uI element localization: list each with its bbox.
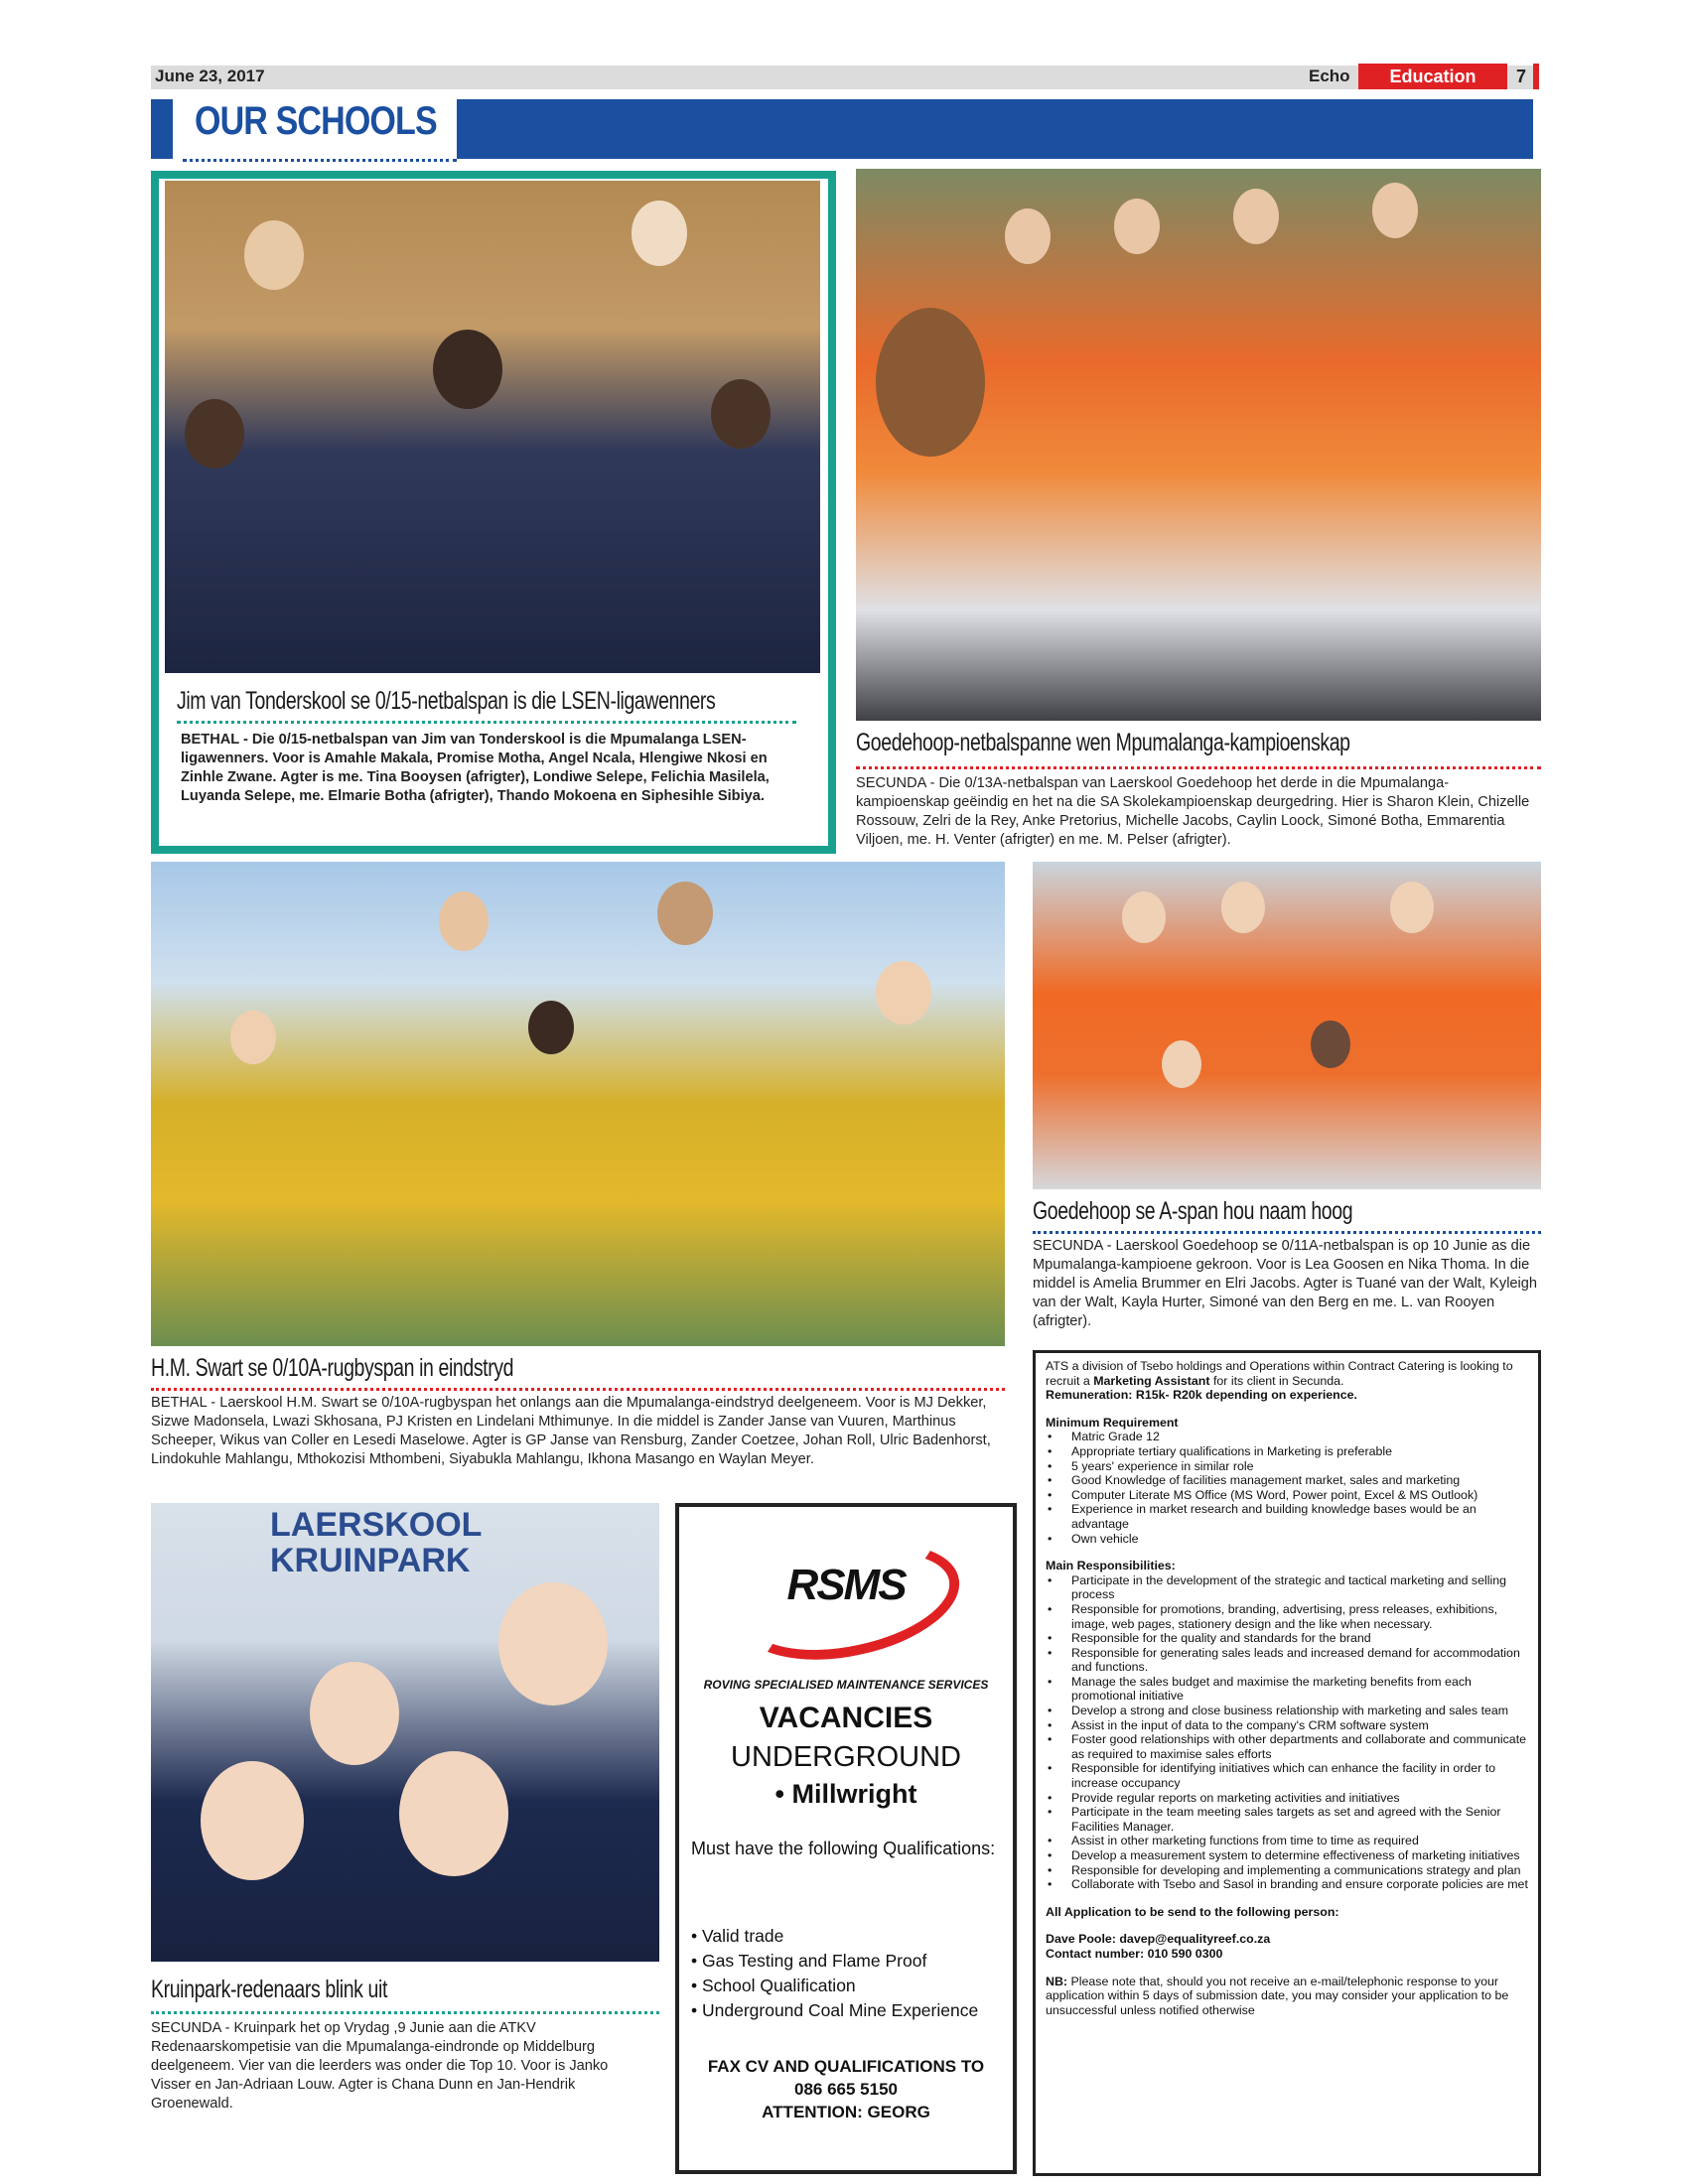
list-item: • Assist in other marketing functions from time to time as required — [1046, 1834, 1528, 1848]
rsms-logo: RSMS — [786, 1561, 906, 1609]
ats-nb: NB: Please note that, should you not receive an e-mail/telephonic response to your application within 5 days of submission date, you may consider your application to be unsuccessful unless notified otherwise — [1046, 1974, 1509, 2017]
headline-goedehoop-netball: Goedehoop-netbalspanne wen Mpumalanga-kampioenskap — [856, 729, 1350, 756]
rsms-vacancies-ad — [675, 1503, 1017, 2174]
list-item: • Manage the sales budget and maximise the marketing benefits from each promotional initiative — [1046, 1675, 1528, 1704]
headline-underline — [856, 766, 1541, 769]
section-band — [457, 99, 1533, 159]
photo-netball-team-lsen — [165, 181, 820, 673]
list-item: • Valid trade — [691, 1926, 784, 1946]
list-item: • Matric Grade 12 — [1046, 1430, 1528, 1444]
section-tab — [151, 99, 173, 159]
ats-contact-number: Contact number: 010 590 0300 — [1046, 1946, 1223, 1961]
ats-min-req-title: Minimum Requirement — [1046, 1415, 1179, 1430]
caption-kruinpark: SECUNDA - Kruinpark het op Vrydag ,9 Junie aan die ATKV Redenaarskompetisie van die Mpumalanga-eindronde op Middelburg deelgeneem. Vier van die leerders was onder die Top 10. Voor is Janko Visser en Jan-Adriaan Louw. Agter is Chana Dunn en Jan-Hendrik Groenewald. — [151, 2020, 609, 2112]
caption-goedehoop-netball: SECUNDA - Die 0/13A-netbalspan van Laerskool Goedehoop het derde in die Mpumalanga-kampioenskap geëindig en het na die SA Skolekampioenskap deurgedring. Hier is Sharon Klein, Chizelle Rossouw, Zelri de la Rey, Anke Pretorius, Michelle Jacobs, Caylin Loock, Simoné Botha, Emmarentia Viljoen, me. H. Venter (afrigter) en me. M. Pelser (afrigter). — [856, 775, 1530, 848]
headline-underline — [151, 2011, 659, 2014]
list-item: • Collaborate with Tsebo and Sasol in branding and ensure corporate policies are met — [1046, 1877, 1528, 1892]
photo-goedehoop-a-team — [1033, 862, 1541, 1189]
publication-name: Echo — [1309, 67, 1350, 85]
list-item: • Underground Coal Mine Experience — [691, 2000, 979, 2020]
list-item: • Foster good relationships with other departments and collaborate and communicate as required to maximise sales efforts — [1046, 1732, 1528, 1761]
section-title-underline — [183, 159, 457, 162]
list-item: • Responsible for generating sales leads and increased demand for accommodation and functions. — [1046, 1646, 1528, 1675]
list-item: • Appropriate tertiary qualifications in Marketing is preferable — [1046, 1444, 1528, 1459]
ats-resp-list — [1046, 1573, 1528, 1892]
list-item: • Gas Testing and Flame Proof — [691, 1951, 927, 1971]
headline-underline — [151, 1388, 1005, 1391]
photo-hm-swart-rugby-team — [151, 862, 1005, 1346]
ats-contact-name: Dave Poole: davep@equalityreef.co.za — [1046, 1932, 1271, 1947]
list-item: • 5 years' experience in similar role — [1046, 1459, 1528, 1474]
list-item: • Provide regular reports on marketing activities and initiatives — [1046, 1791, 1528, 1806]
headline-underline — [1033, 1231, 1541, 1234]
headline-underline — [177, 721, 796, 724]
photo-kruinpark-speakers — [151, 1503, 659, 1962]
list-item: • Own vehicle — [1046, 1532, 1528, 1547]
list-item: • Participate in the team meeting sales targets as set and agreed with the Senior Facilities Manager. — [1046, 1805, 1528, 1834]
caption-netball-lsen: BETHAL - Die 0/15-netbalspan van Jim van Tonderskool is die Mpumalanga LSEN-ligawenners. Voor is Amahle Makala, Promise Motha, Angel Ncala, Hlengiwe Nkosi en Zinhle Zwane. Agter is me. Tina Booysen (afrigter), Londiwe Selepe, Felichia Masilela, Luyanda Selepe, me. Elmarie Botha (afrigter), Thando Mokoena en Siphesihle Sibiya. — [181, 732, 770, 804]
rsms-position: • Millwright — [774, 1779, 917, 1809]
caption-goedehoop-a-team: SECUNDA - Laerskool Goedehoop se 0/11A-netbalspan is op 10 Junie as die Mpumalanga-kampioene gekroon. Voor is Lea Goosen en Nika Thoma. In die middel is Amelia Brummer en Elri Jacobs. Agter is Tuané van der Walt, Kyleigh van der Walt, Kayla Hurter, Simoné van den Berg en me. L. van Rooyen (afrigter). — [1033, 1238, 1538, 1329]
list-item: • Responsible for developing and implementing a communications strategy and plan — [1046, 1863, 1528, 1878]
ats-marketing-assistant-ad — [1033, 1350, 1541, 2176]
headline-hm-swart-rugby: H.M. Swart se 0/10A-rugbyspan in eindstryd — [151, 1354, 514, 1382]
ats-intro: ATS a division of Tsebo holdings and Operations within Contract Catering is looking to recruit a Marketing Assistant for its client in Secunda. — [1046, 1359, 1513, 1388]
list-item: • Develop a strong and close business relationship with marketing and sales team — [1046, 1704, 1528, 1718]
photo-banner-text: LAERSKOOL KRUINPARK — [270, 1506, 483, 1579]
rsms-underground: UNDERGROUND — [731, 1741, 961, 1773]
page-number: 7 — [1515, 67, 1526, 86]
ats-apply: All Application to be send to the following person: — [1046, 1904, 1339, 1919]
section-title: OUR SCHOOLS — [195, 99, 437, 143]
list-item: • Responsible for identifying initiatives which can enhance the facility in order to increase occupancy — [1046, 1761, 1528, 1790]
caption-hm-swart-rugby: BETHAL - Laerskool H.M. Swart se 0/10A-rugbyspan het onlangs aan die Mpumalanga-eindstryd deelgeneem. Voor is MJ Dekker, Sizwe Madonsela, Lwazi Skhosana, PJ Kristen en Lindelani Mthimunye. In die middel is Zander Janse van Vuuren, Marthinus Scheeper, Wikus van Coller en Lesedi Maselowe. Agter is GP Janse van Rensburg, Zander Coetzee, Johan Roll, Ulric Badenhorst, Lindokuhle Mahlangu, Mthokozisi Mthombeni, Siyabukla Mahlangu, Ikhona Masango en Waylan Meyer. — [151, 1395, 991, 1467]
list-item: • Participate in the development of the strategic and tactical marketing and selling process — [1046, 1573, 1528, 1602]
ats-remuneration: Remuneration: R15k- R20k depending on experience. — [1046, 1388, 1357, 1403]
ats-min-req-list — [1046, 1430, 1528, 1546]
rsms-tagline: ROVING SPECIALISED MAINTENANCE SERVICES — [703, 1678, 989, 1692]
headline-goedehoop-a-team: Goedehoop se A-span hou naam hoog — [1033, 1197, 1353, 1225]
list-item: • Responsible for promotions, branding, advertising, press releases, exhibitions, image, web pages, stationery design and the like when necessary. — [1046, 1602, 1528, 1631]
list-item: • School Qualification — [691, 1976, 856, 1995]
headline-netball-lsen: Jim van Tonderskool se 0/15-netbalspan is die LSEN-ligawenners — [177, 687, 716, 715]
headline-kruinpark: Kruinpark-redenaars blink uit — [151, 1976, 387, 2003]
list-item: • Assist in the input of data to the company's CRM software system — [1046, 1718, 1528, 1733]
rsms-requirements — [691, 1924, 1019, 2023]
page-number-marker — [1533, 64, 1539, 89]
rsms-fax-contact: FAX CV AND QUALIFICATIONS TO 086 665 5150 ATTENTION: GEORG — [707, 2057, 985, 2121]
list-item: • Good Knowledge of facilities management market, sales and marketing — [1046, 1473, 1528, 1488]
photo-goedehoop-netball-teams — [856, 169, 1541, 721]
issue-date: June 23, 2017 — [155, 67, 265, 85]
list-item: • Computer Literate MS Office (MS Word, Power point, Excel & MS Outlook) — [1046, 1488, 1528, 1503]
list-item: • Responsible for the quality and standards for the brand — [1046, 1631, 1528, 1646]
rsms-must-have: Must have the following Qualifications: — [691, 1839, 996, 1858]
rsms-vacancies-heading: VACANCIES — [759, 1702, 933, 1734]
ats-resp-title: Main Responsibilities: — [1046, 1559, 1176, 1573]
section-badge: Education — [1358, 64, 1507, 89]
list-item: • Experience in market research and building knowledge bases would be an advantage — [1046, 1502, 1528, 1531]
list-item: • Develop a measurement system to determine effectiveness of marketing initiatives — [1046, 1848, 1528, 1863]
